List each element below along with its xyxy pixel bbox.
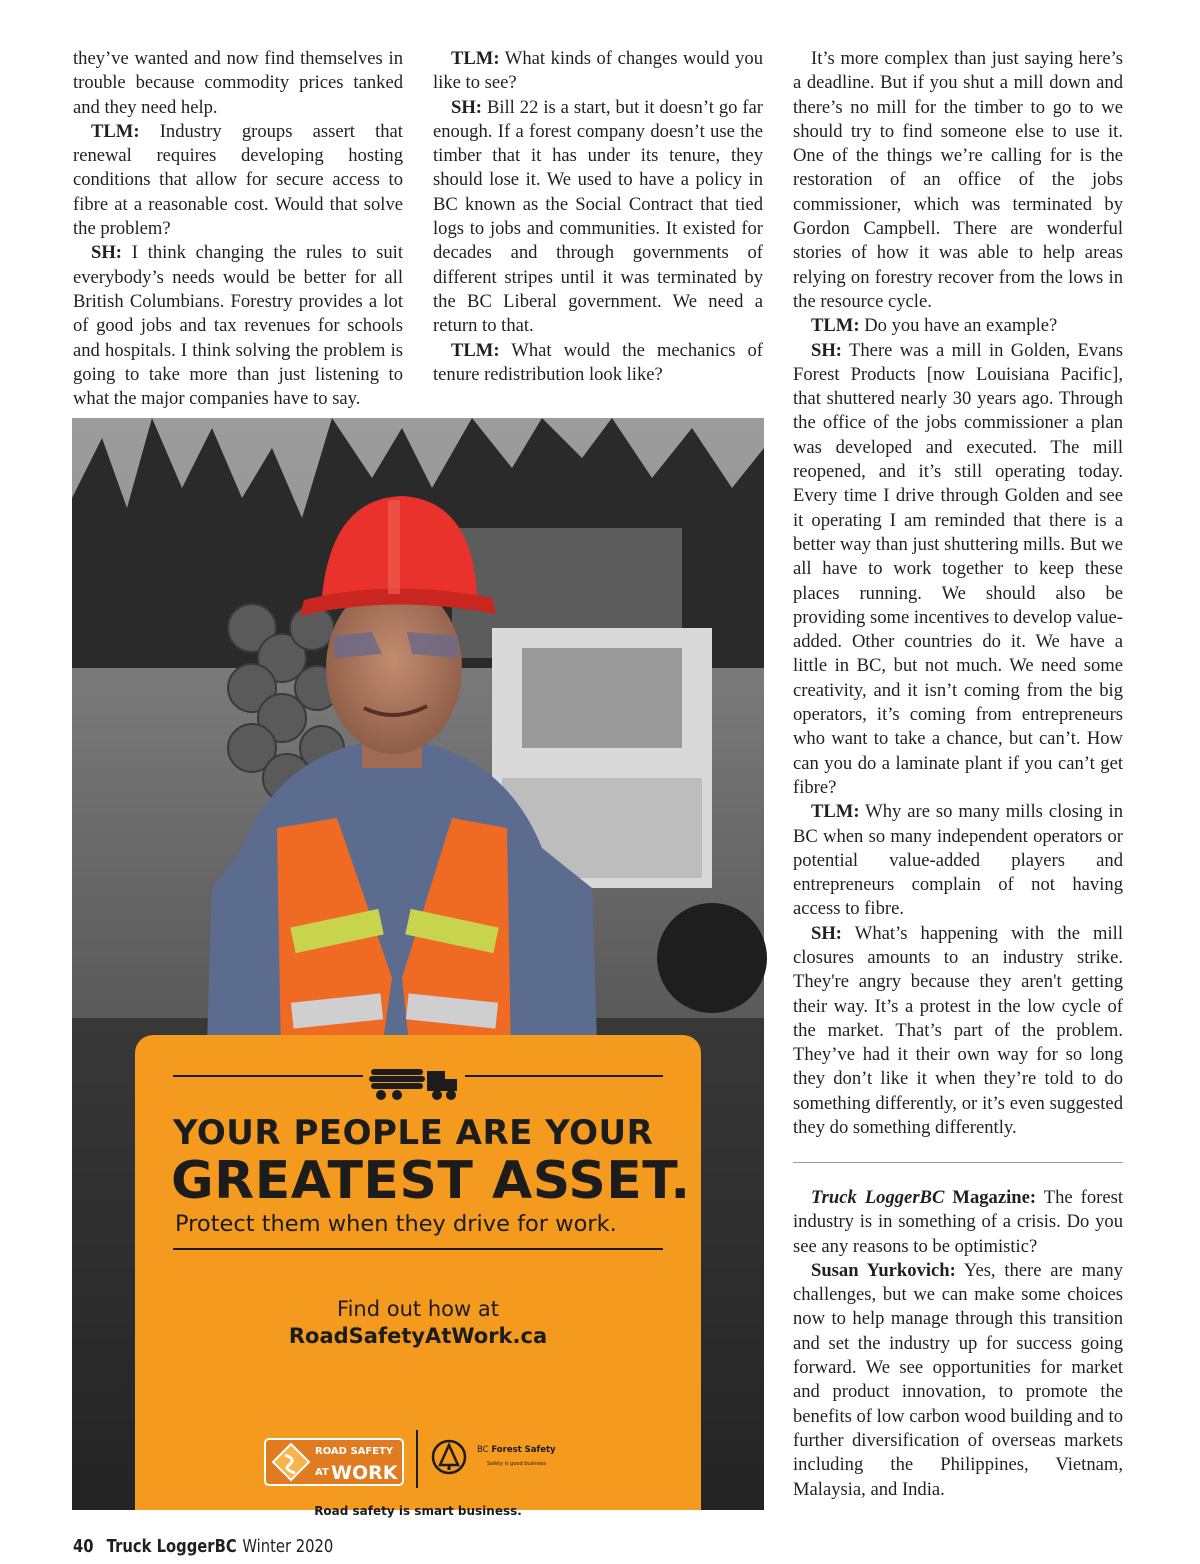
paragraph-text: Industry groups assert that renewal requires developing hosting conditions that allow for secure access to fibre at a reasonable cost. Would that solve the problem? <box>73 120 403 240</box>
road-safety-advertisement <box>72 418 764 1518</box>
paragraph-text: What’s happening with the mill closures amounts to an industry strike. They're angry because they aren't getting their way. It’s a protest in the low cycle of the market. That’s part of the problem. They’ve had it their own way for so long they don’t like it when they’re told to do something differently, or it’s even suggested they do something differently. <box>793 922 1123 1139</box>
speaker-label: SH: <box>811 339 842 361</box>
road-safety-at-work-logo <box>263 1437 405 1487</box>
speaker-label: TLM: <box>451 339 500 361</box>
article-column-3 <box>793 47 1123 1140</box>
paragraph <box>433 96 763 339</box>
paragraph <box>433 47 763 96</box>
paragraph <box>73 47 403 120</box>
decorative-line <box>173 1248 663 1250</box>
speaker-label: SH: <box>91 242 122 264</box>
ad-find-out: Find out how at <box>337 1297 499 1321</box>
speaker-label: Magazine: <box>952 1187 1037 1208</box>
page-number: 40 <box>73 1536 94 1557</box>
speaker-label: Susan Yurkovich: <box>811 1259 956 1281</box>
logo-text: WORK <box>331 1462 398 1484</box>
decorative-line <box>173 1075 363 1077</box>
paragraph-text: Yes, there are many challenges, but we can make some choices now to help manage through this transition and set the industry up for success going forward. We see opportunities for market and product innovation, to promote the benefits of low carbon wood building and to further diversification of overseas markets including the Philippines, Vietnam, Malaysia, and India. <box>793 1259 1123 1500</box>
ad-panel <box>135 1035 701 1518</box>
paragraph-text: I think changing the rules to suit everybody’s needs would be better for all British Columbians. Forestry provides a lot of good jobs and tax revenues for schools and hospitals. I think solving the problem is going to take more than just listening to what the major companies have to say. <box>73 242 403 410</box>
logo-text: AT <box>315 1467 329 1478</box>
paragraph <box>793 47 1123 314</box>
bc-forest-safety-slogan: Safety is good business <box>487 1461 547 1467</box>
speaker-label: Truck LoggerBC <box>811 1187 945 1208</box>
article-column-1 <box>73 47 403 411</box>
paragraph-text: Do you have an example? <box>864 315 1058 337</box>
ad-headline-line-2: GREATEST ASSET. <box>171 1151 691 1211</box>
issue-date: Winter 2020 <box>242 1536 334 1557</box>
ad-subhead: Protect them when they drive for work. <box>175 1211 617 1237</box>
paragraph-text: What would the mechanics of tenure redistribution look like? <box>433 339 763 385</box>
paragraph-text: What kinds of changes would you like to see? <box>433 48 763 94</box>
paragraph <box>793 339 1123 801</box>
speaker-label: TLM: <box>811 315 860 337</box>
paragraph <box>793 1186 1123 1259</box>
speaker-label: SH: <box>451 96 482 118</box>
paragraph-text: The forest industry is in something of a crisis. Do you see any reasons to be optimistic? <box>793 1187 1123 1257</box>
paragraph-text: There was a mill in Golden, Evans Forest Products [now Louisiana Pacific], that shuttered nearly 30 years ago. Through the office of the jobs commissioner a plan was developed and executed. The mill reopened, and it’s still operating today. Every time I drive through Golden and see it operating I am reminded that there is a better way than just shuttering mills. But we all have to work together to keep these places running. We should also be providing some incentives to develop value-added. Other countries do it. We have a little in BC, but not much. We need some creativity, and it isn’t coming from the big operators, it’s coming from entrepreneurs who want to take a chance, but can’t. How can you do a laminate plant if you can’t get fibre? <box>793 339 1123 798</box>
ad-url-link[interactable]: RoadSafetyAtWork.ca <box>288 1324 548 1348</box>
paragraph-text: Why are so many mills closing in BC when so many independent operators or potential value-added players and entrepreneurs complain of not having access to fibre. <box>793 801 1123 920</box>
paragraph <box>433 339 763 388</box>
decorative-line <box>465 1075 663 1077</box>
article-column-3-interview-2 <box>793 1186 1123 1502</box>
ad-tagline: Road safety is smart business. <box>314 1504 522 1518</box>
logo-text: ROAD SAFETY <box>315 1446 394 1457</box>
speaker-label: SH: <box>811 922 842 944</box>
logging-truck-icon <box>367 1059 461 1101</box>
paragraph <box>793 800 1123 921</box>
magazine-name: Truck LoggerBC <box>106 1536 237 1557</box>
speaker-label: TLM: <box>811 801 860 823</box>
bc-forest-safety-logo-text: BC Forest Safety <box>477 1445 556 1455</box>
speaker-label: TLM: <box>451 48 500 69</box>
section-divider <box>793 1162 1123 1163</box>
speaker-label: TLM: <box>91 120 140 142</box>
logo-divider <box>416 1430 418 1488</box>
paragraph <box>793 922 1123 1141</box>
bc-forest-safety-tree-icon <box>431 1439 467 1475</box>
article-column-2 <box>433 47 763 387</box>
paragraph <box>793 314 1123 338</box>
paragraph-text: It’s more complex than just saying here’s a deadline. But if you shut a mill down and there’s no mill for the timber to go to we should try to find someone else to use it. One of the things we’re calling for is the restoration of an office of the jobs commissioner, which was terminated by Gordon Campbell. There are wonderful stories of how it was able to help areas relying on forestry recover from the lows in the resource cycle. <box>793 48 1123 312</box>
ad-headline-line-1: YOUR PEOPLE ARE YOUR <box>173 1113 654 1153</box>
page-footer <box>73 1536 333 1557</box>
paragraph-text: Bill 22 is a start, but it doesn’t go far enough. If a forest company doesn’t use the timber that it has under its tenure, they should lose it. We used to have a policy in BC known as the Social Contract that tied logs to jobs and communities. It existed for decades and through governments of different stripes until it was terminated by the BC Liberal government. We need a return to that. <box>433 96 763 337</box>
paragraph <box>793 1259 1123 1502</box>
paragraph-text: they’ve wanted and now find themselves in trouble because commodity prices tanked and they need help. <box>73 48 403 118</box>
paragraph <box>73 241 403 411</box>
paragraph <box>73 120 403 241</box>
